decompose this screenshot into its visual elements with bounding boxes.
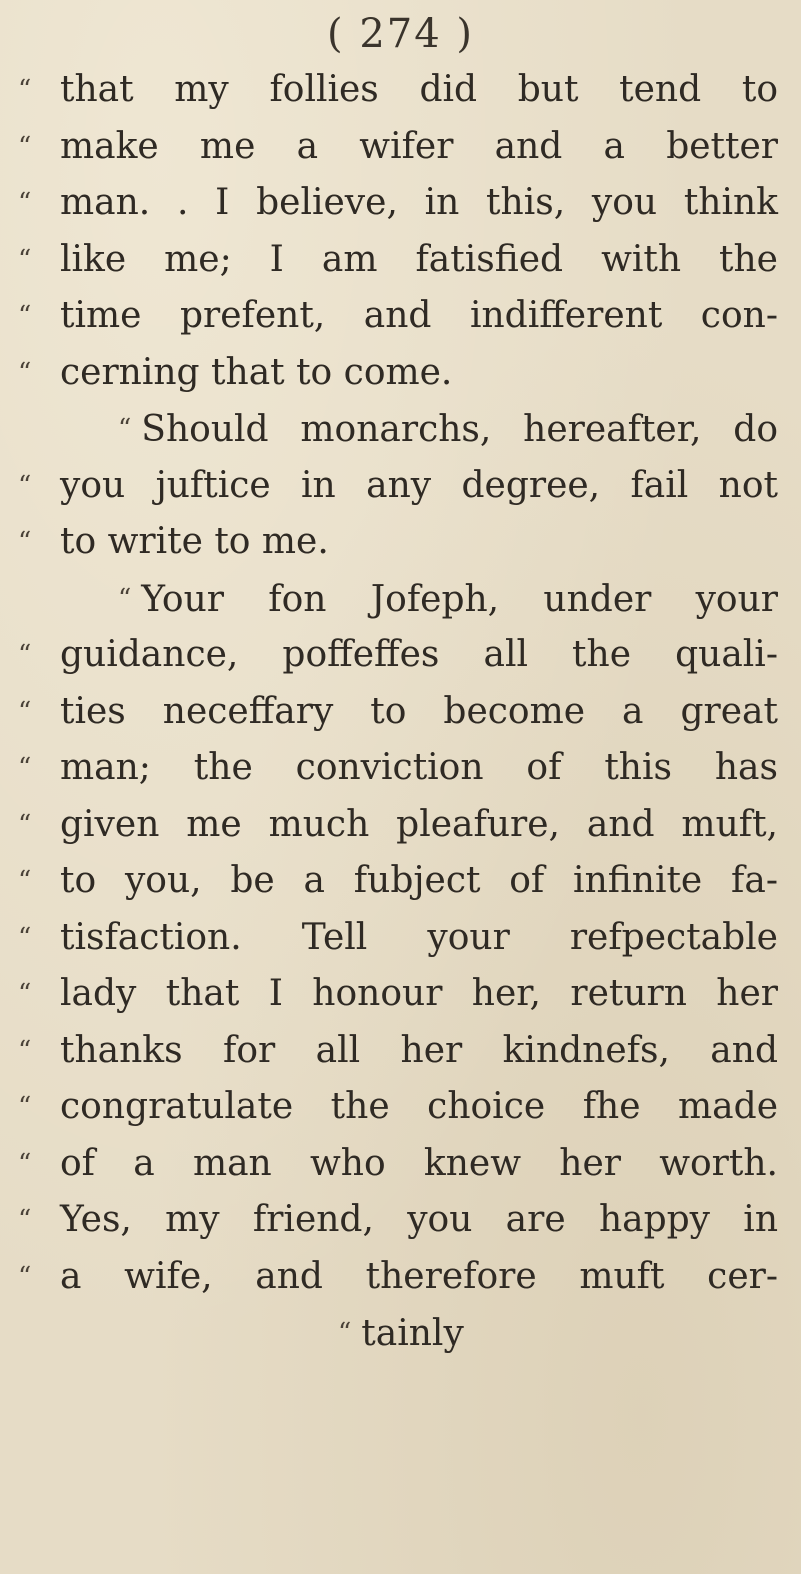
line-text: tisfaction. Tell your refpectable	[60, 916, 778, 958]
text-line	[0, 1079, 801, 1136]
quote-mark: “	[18, 1261, 32, 1292]
text-line	[0, 627, 801, 684]
quote-mark: “	[18, 922, 32, 953]
line-text: cerning that to come.	[60, 351, 453, 393]
text-line	[0, 345, 801, 402]
text-line	[0, 966, 801, 1023]
line-text: that my follies did but tend to	[60, 69, 778, 110]
catchword: tainly	[361, 1313, 464, 1354]
text-line	[0, 1192, 801, 1249]
quote-mark: “	[18, 1205, 32, 1235]
quote-mark: “	[18, 470, 32, 501]
text-line	[0, 853, 801, 910]
text-body	[0, 62, 801, 1362]
quote-mark: “	[18, 866, 32, 896]
quote-mark: “	[118, 414, 132, 444]
quote-mark: “	[18, 527, 32, 557]
line-text: a wife, and therefore muft cer-	[60, 1255, 778, 1297]
text-line	[0, 514, 801, 571]
line-text: man. . I believe, in this, you think	[60, 182, 778, 223]
text-line	[0, 458, 801, 515]
text-line	[0, 62, 801, 119]
line-text: time prefent, and indifferent con-	[60, 295, 778, 336]
line-text: congratulate the choice fhe made	[60, 1086, 778, 1127]
quote-mark: “	[18, 1092, 32, 1122]
quote-mark: “	[18, 244, 32, 275]
quote-mark: “	[18, 1148, 32, 1179]
quote-mark: “	[18, 696, 32, 727]
quote-mark: “	[118, 583, 132, 614]
text-line	[0, 910, 801, 967]
text-line	[0, 740, 801, 797]
quote-mark: “	[18, 1035, 32, 1066]
line-text: Should monarchs, hereafter, do	[141, 409, 778, 450]
quote-mark: “	[18, 75, 32, 105]
text-line	[0, 175, 801, 232]
quote-mark: “	[18, 188, 32, 218]
line-text: make me a wifer and a better	[60, 125, 778, 167]
text-line	[0, 119, 801, 176]
text-line	[0, 684, 801, 741]
text-line	[0, 1023, 801, 1080]
line-text: given me much pleafure, and muft,	[60, 803, 778, 845]
line-text: to write to me.	[60, 521, 329, 562]
paragraph-start-line	[0, 571, 801, 628]
quote-mark: “	[18, 357, 32, 388]
quote-mark: “	[18, 131, 32, 162]
line-text: guidance, poffeffes all the quali-	[60, 634, 778, 675]
line-text: lady that I honour her, return her	[60, 973, 778, 1014]
line-text: thanks for all her kindnefs, and	[60, 1029, 778, 1071]
quote-mark: “	[18, 301, 32, 331]
page-number: ( 274 )	[327, 11, 474, 57]
text-line	[0, 1249, 801, 1306]
text-line	[0, 288, 801, 345]
line-text: of a man who knew her worth.	[60, 1142, 778, 1184]
text-line	[0, 232, 801, 289]
catchword-line	[0, 1305, 801, 1362]
quote-mark: “	[18, 809, 32, 840]
quote-mark: “	[18, 979, 32, 1009]
text-line	[0, 1136, 801, 1193]
paragraph-start-line	[0, 401, 801, 458]
line-text: to you, be a fubject of infinite fa-	[60, 860, 778, 901]
line-text: you juftice in any degree, fail not	[60, 464, 778, 506]
quote-mark: “	[338, 1318, 352, 1348]
line-text: like me; I am fatisfied with the	[60, 238, 778, 280]
line-text: Your fon Jofeph, under your	[141, 578, 778, 620]
line-text: ties neceffary to become a great	[60, 690, 778, 732]
line-text: man; the conviction of this has	[60, 747, 778, 788]
quote-mark: “	[18, 753, 32, 783]
quote-mark: “	[18, 640, 32, 670]
text-line	[0, 797, 801, 854]
line-text: Yes, my friend, you are happy in	[60, 1199, 778, 1240]
